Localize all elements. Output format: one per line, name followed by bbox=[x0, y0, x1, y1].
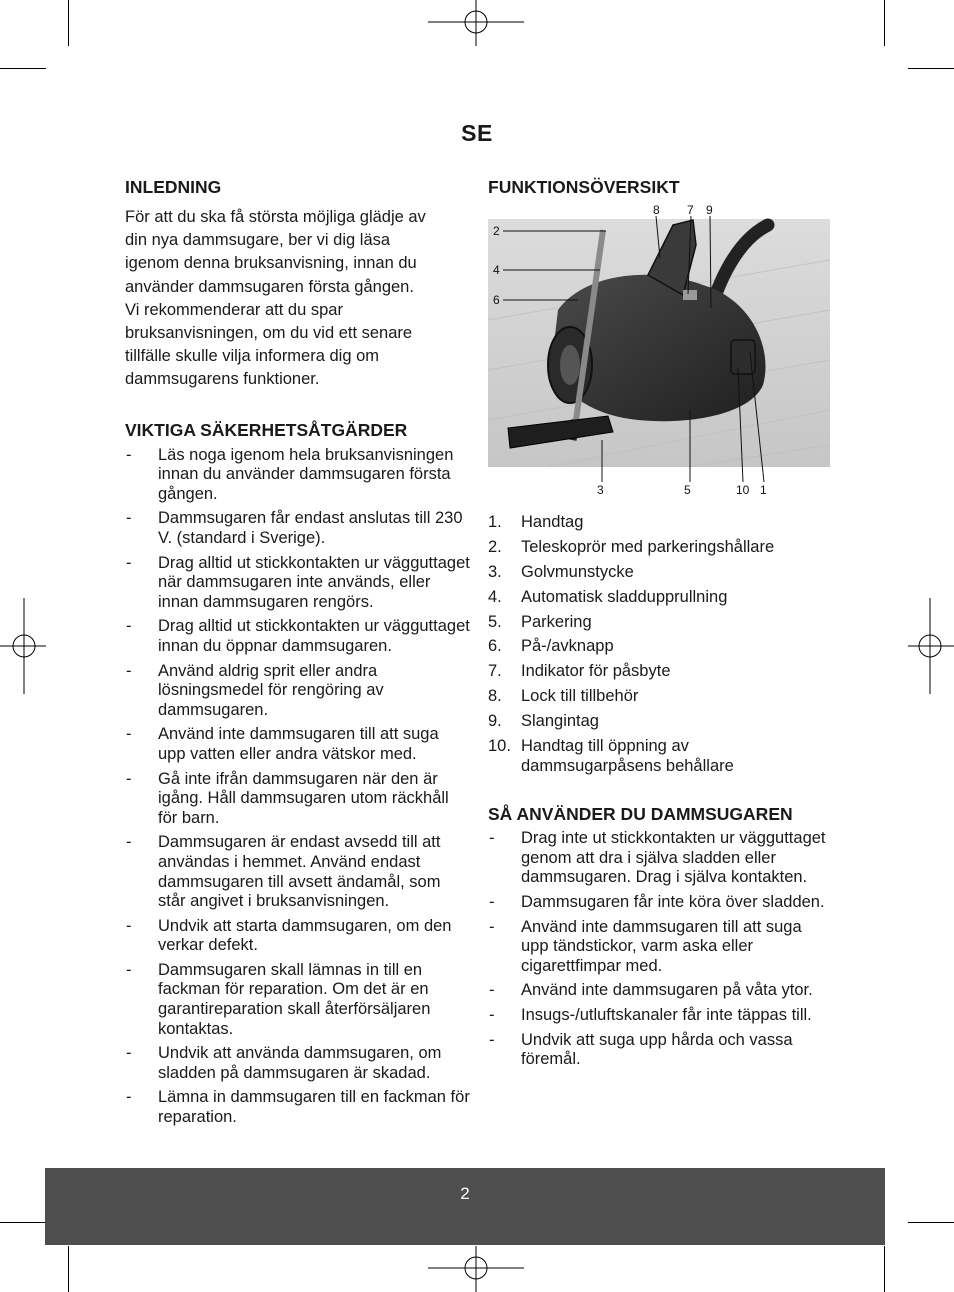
list-item-text: Lämna in dammsugaren till en fackman för reparation. bbox=[158, 1088, 470, 1127]
part-label: Indikator för påsbyte bbox=[521, 662, 671, 681]
part-label: Handtag till öppning av dammsugarpåsens behållare bbox=[521, 737, 734, 775]
list-item-text: Drag alltid ut stickkontakten ur vägguttaget innan du öppnar dammsugaren. bbox=[158, 617, 470, 655]
bullet-dash: - bbox=[126, 617, 132, 636]
callout-9: 9 bbox=[706, 203, 713, 217]
bullet-dash: - bbox=[126, 1088, 132, 1107]
bullet-dash: - bbox=[126, 509, 132, 528]
safety-list bbox=[125, 446, 470, 1128]
list-item bbox=[488, 1031, 833, 1070]
part-number: 10. bbox=[488, 737, 511, 756]
bullet-dash: - bbox=[126, 769, 132, 788]
bullet-dash: - bbox=[126, 445, 132, 464]
callout-10: 10 bbox=[736, 483, 750, 497]
list-item bbox=[125, 917, 470, 956]
bullet-dash: - bbox=[126, 960, 132, 979]
list-item bbox=[125, 1044, 470, 1083]
callout-4: 4 bbox=[493, 263, 500, 277]
usage-heading: SÅ ANVÄNDER DU DAMMSUGAREN bbox=[488, 804, 793, 825]
part-number: 9. bbox=[488, 712, 502, 731]
list-item bbox=[488, 981, 833, 1001]
part-label: På-/avknapp bbox=[521, 637, 614, 656]
callout-7: 7 bbox=[687, 203, 694, 217]
bullet-dash: - bbox=[489, 1030, 495, 1049]
intro-line: tillfälle skulle vilja informera dig om bbox=[125, 347, 380, 366]
list-item bbox=[125, 509, 470, 548]
list-item-text: Använd inte dammsugaren på våta ytor. bbox=[521, 981, 813, 1000]
list-item-text: Dammsugaren skall lämnas in till en fackman för reparation. Om det är en garantireparation skall återförsäljaren kontaktas. bbox=[158, 960, 431, 1038]
bullet-dash: - bbox=[489, 1005, 495, 1024]
registration-mark-left bbox=[0, 598, 46, 694]
list-item bbox=[125, 446, 470, 505]
left-column bbox=[125, 176, 470, 1133]
bullet-dash: - bbox=[126, 661, 132, 680]
crop-mark bbox=[68, 0, 69, 46]
right-column-top bbox=[488, 176, 833, 198]
list-item bbox=[488, 712, 833, 732]
list-item bbox=[488, 918, 833, 977]
list-item-text: Dammsugaren får inte köra över sladden. bbox=[521, 892, 825, 911]
language-code: SE bbox=[461, 120, 493, 146]
safety-heading: VIKTIGA SÄKERHETSÅTGÄRDER bbox=[125, 419, 408, 440]
crop-mark bbox=[884, 0, 885, 46]
bullet-dash: - bbox=[489, 981, 495, 1000]
vacuum-figure bbox=[488, 200, 833, 500]
bullet-dash: - bbox=[126, 833, 132, 852]
bullet-dash: - bbox=[126, 725, 132, 744]
list-item-text: Gå inte ifrån dammsugaren när den är igång. Håll dammsugaren utom räckhåll för barn. bbox=[158, 769, 449, 827]
part-number: 2. bbox=[488, 537, 502, 556]
list-item bbox=[488, 687, 833, 707]
vacuum-cleaner-illustration bbox=[488, 200, 833, 500]
list-item-text: Undvik att starta dammsugaren, om den verkar defekt. bbox=[158, 916, 452, 955]
crop-mark bbox=[68, 1246, 69, 1292]
intro-line: Vi rekommenderar att du spar bbox=[125, 300, 343, 319]
list-item bbox=[488, 893, 833, 913]
part-label: Handtag bbox=[521, 513, 584, 531]
part-label: Teleskoprör med parkeringshållare bbox=[521, 537, 775, 556]
list-item bbox=[488, 613, 833, 633]
list-item-text: Undvik att suga upp hårda och vassa föremål. bbox=[521, 1030, 793, 1069]
list-item bbox=[125, 961, 470, 1039]
list-item bbox=[125, 770, 470, 829]
list-item bbox=[488, 588, 833, 608]
bullet-dash: - bbox=[126, 916, 132, 935]
list-item-text: Undvik att använda dammsugaren, om sladden på dammsugaren är skadad. bbox=[158, 1044, 442, 1082]
crop-mark bbox=[0, 68, 46, 69]
list-item-text: Använd inte dammsugaren till att suga upp tändstickor, varm aska eller cigarettfimpar med. bbox=[521, 917, 802, 975]
list-item-text: Drag inte ut stickkontakten ur vägguttaget genom att dra i själva sladden eller dammsugaren. Drag i själva kontakten. bbox=[521, 829, 826, 887]
callout-8: 8 bbox=[653, 203, 660, 217]
list-item bbox=[488, 737, 833, 776]
list-item bbox=[488, 637, 833, 657]
intro-paragraph bbox=[125, 206, 470, 392]
callout-3: 3 bbox=[597, 483, 604, 497]
part-number: 8. bbox=[488, 687, 502, 706]
registration-mark-top bbox=[428, 0, 524, 46]
part-number: 6. bbox=[488, 637, 502, 656]
intro-line: dammsugarens funktioner. bbox=[125, 370, 320, 389]
intro-line: använder dammsugaren första gången. bbox=[125, 277, 414, 296]
parts-list bbox=[488, 513, 833, 776]
page-number: 2 bbox=[460, 1184, 470, 1203]
intro-heading: INLEDNING bbox=[125, 177, 222, 197]
intro-line: För att du ska få största möjliga glädje av bbox=[125, 208, 426, 226]
intro-line: bruksanvisningen, om du vid ett senare bbox=[125, 324, 413, 343]
list-item bbox=[125, 833, 470, 911]
list-item bbox=[125, 1088, 470, 1127]
crop-mark bbox=[908, 1222, 954, 1223]
callout-2: 2 bbox=[493, 224, 500, 238]
bullet-dash: - bbox=[126, 1044, 132, 1063]
crop-mark bbox=[884, 1246, 885, 1292]
crop-mark bbox=[0, 1222, 46, 1223]
part-label: Lock till tillbehör bbox=[521, 687, 639, 706]
list-item-text: Använd aldrig sprit eller andra lösningsmedel för rengöring av dammsugaren. bbox=[158, 661, 384, 719]
bullet-dash: - bbox=[489, 917, 495, 936]
list-item-text: Drag alltid ut stickkontakten ur vägguttaget när dammsugaren inte används, eller innan dammsugaren rengörs. bbox=[158, 553, 470, 611]
bullet-dash: - bbox=[489, 829, 495, 848]
footer-bar bbox=[45, 1168, 885, 1245]
list-item bbox=[488, 1006, 833, 1026]
callout-1: 1 bbox=[760, 483, 767, 497]
registration-mark-right bbox=[908, 598, 954, 694]
list-item-text: Läs noga igenom hela bruksanvisningen innan du använder dammsugaren första gången. bbox=[158, 445, 454, 503]
list-item bbox=[125, 662, 470, 721]
part-number: 5. bbox=[488, 612, 502, 631]
list-item bbox=[488, 538, 833, 558]
part-label: Golvmunstycke bbox=[521, 562, 634, 581]
right-column-bottom bbox=[488, 513, 833, 1075]
part-label: Automatisk sladdupprullning bbox=[521, 587, 728, 606]
part-label: Parkering bbox=[521, 612, 592, 631]
usage-list bbox=[488, 829, 833, 1070]
part-number: 3. bbox=[488, 562, 502, 581]
list-item-text: Dammsugaren är endast avsedd till att användas i hemmet. Använd endast dammsugaren till avsett ändamål, som står angivet i bruksanvisningen. bbox=[158, 833, 441, 911]
overview-heading: FUNKTIONSÖVERSIKT bbox=[488, 177, 680, 197]
list-item bbox=[125, 725, 470, 764]
list-item bbox=[125, 554, 470, 613]
intro-line: din nya dammsugare, ber vi dig läsa bbox=[125, 231, 391, 250]
part-number: 7. bbox=[488, 662, 502, 681]
bullet-dash: - bbox=[489, 892, 495, 911]
callout-6: 6 bbox=[493, 293, 500, 307]
list-item bbox=[488, 662, 833, 682]
registration-mark-bottom bbox=[428, 1246, 524, 1292]
intro-line: igenom denna bruksanvisning, innan du bbox=[125, 254, 417, 273]
part-number: 4. bbox=[488, 587, 502, 606]
list-item-text: Insugs-/utluftskanaler får inte täppas till. bbox=[521, 1005, 812, 1024]
part-label: Slangintag bbox=[521, 712, 599, 731]
list-item bbox=[488, 563, 833, 583]
part-number: 1. bbox=[488, 513, 502, 531]
callout-5: 5 bbox=[684, 483, 691, 497]
list-item-text: Använd inte dammsugaren till att suga upp vatten eller andra vätskor med. bbox=[158, 725, 439, 763]
list-item-text: Dammsugaren får endast anslutas till 230 V. (standard i Sverige). bbox=[158, 509, 463, 547]
crop-mark bbox=[908, 68, 954, 69]
list-item bbox=[125, 617, 470, 656]
list-item bbox=[488, 829, 833, 888]
list-item bbox=[488, 513, 833, 533]
bullet-dash: - bbox=[126, 553, 132, 572]
